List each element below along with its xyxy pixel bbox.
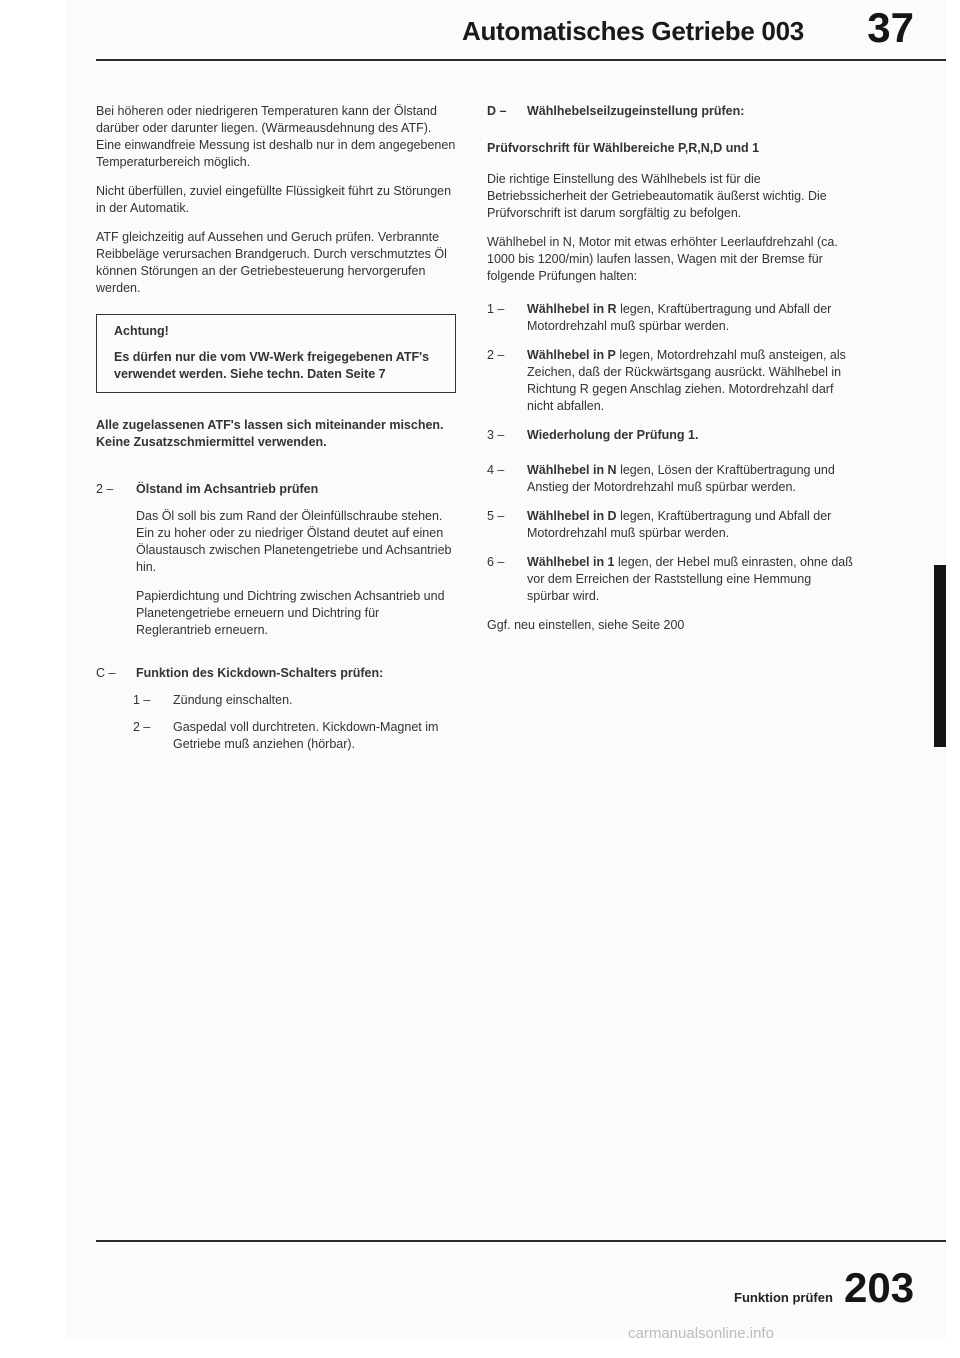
check-number: 5 –	[487, 509, 505, 523]
section-marker-bar	[934, 565, 946, 747]
check-number: 4 –	[487, 463, 505, 477]
step-text: Das Öl soll bis zum Rand der Öleinfüllschraube stehen. Ein zu hoher oder zu niedriger Ölstand deutet auf einen Ölaustausch zwischen Planetengetriebe und Achsantrieb hin.	[136, 509, 452, 574]
chapter-title: Automatisches Getriebe 003	[462, 16, 804, 46]
check-bold: Wählhebel in 1	[527, 555, 615, 569]
step-kickdown	[96, 665, 456, 682]
check-text: legen, Kraftübertragung und Abfall der Motordrehzahl muß spürbar werden.	[527, 509, 832, 540]
check-bold: Wählhebel in N	[527, 463, 617, 477]
procedure-subtitle: Prüfvorschrift für Wählbereiche P,R,N,D und 1	[487, 141, 760, 155]
step-text: Papierdichtung und Dichtring zwischen Achsantrieb und Planetengetriebe erneuern und Dichtring für Reglerantrieb erneuern.	[136, 589, 445, 637]
check-item	[487, 347, 857, 415]
check-text: legen, der Hebel muß einrasten, ohne daß vor dem Erreichen der Raststellung eine Hemmung spürbar wird.	[527, 555, 853, 603]
section-number: 37	[867, 4, 914, 51]
check-item	[487, 427, 857, 444]
check-number: 6 –	[487, 555, 505, 569]
check-item	[487, 508, 857, 542]
paragraph-readjust: Ggf. neu einstellen, siehe Seite 200	[487, 618, 685, 632]
warning-text: Es dürfen nur die vom VW-Werk freigegebenen ATF's verwendet werden. Siehe techn. Daten Seite 7	[114, 350, 430, 381]
check-text: legen, Motordrehzahl muß ansteigen, als Zeichen, daß der Rückwärtsgang ausrückt. Wählhebel in Richtung R gegen Anschlag ziehen. Motordrehzahl darf nicht abfallen.	[527, 348, 846, 413]
paragraph-atf-mixing: Alle zugelassenen ATF's lassen sich miteinander mischen. Keine Zusatzschmiermittel verwenden.	[96, 418, 444, 449]
substep-text: Gaspedal voll durchtreten. Kickdown-Magnet im Getriebe muß anziehen (hörbar).	[173, 720, 439, 751]
left-column	[96, 103, 456, 763]
check-number: 1 –	[487, 302, 505, 316]
check-item	[487, 301, 857, 335]
step-title: Funktion des Kickdown-Schalters prüfen:	[136, 666, 384, 680]
warning-title: Achtung!	[114, 324, 169, 338]
right-column	[487, 103, 857, 646]
paragraph-overfill: Nicht überfüllen, zuviel eingefüllte Flüssigkeit führt zu Störungen in der Automatik.	[96, 184, 452, 215]
check-bold: Wählhebel in R	[527, 302, 617, 316]
paragraph-temperature: Bei höheren oder niedrigeren Temperaturen kann der Ölstand darüber oder darunter liegen. (Wärmeausdehnung des ATF). Eine einwandfreie Messung ist deshalb nur in dem angegebenen Temperaturbereich möglich.	[96, 104, 456, 169]
check-text: legen, Lösen der Kraftübertragung und Anstieg der Motordrehzahl muß spürbar werden.	[527, 463, 835, 494]
step-title: Ölstand im Achsantrieb prüfen	[136, 482, 319, 496]
substep-number: 1 –	[133, 693, 151, 707]
header-rule	[96, 59, 946, 61]
check-text: legen, Kraftübertragung und Abfall der Motordrehzahl muß spürbar werden.	[527, 302, 832, 333]
check-number: 3 –	[487, 428, 505, 442]
substep-number: 2 –	[133, 720, 151, 734]
warning-box	[96, 314, 456, 393]
footer-rule	[96, 1240, 946, 1242]
step-oil-level-axle	[96, 481, 456, 498]
section-letter: D –	[487, 104, 507, 118]
page-number: 203	[844, 1264, 915, 1311]
substep-ignition	[133, 692, 456, 709]
step-number: 2 –	[96, 482, 114, 496]
page-header	[462, 4, 922, 52]
paragraph-atf-check: ATF gleichzeitig auf Aussehen und Geruch prüfen. Verbrannte Reibbeläge verursachen Brandgeruch. Durch verschmutztes Öl können Störungen an der Getriebesteuerung hervorgerufen werden.	[96, 230, 447, 295]
step-number: C –	[96, 666, 116, 680]
check-bold: Wiederholung der Prüfung 1.	[527, 428, 699, 442]
substep-throttle	[133, 719, 456, 753]
check-bold: Wählhebel in P	[527, 348, 616, 362]
paragraph-importance: Die richtige Einstellung des Wählhebels ist für die Betriebssicherheit der Getriebeautomatik äußerst wichtig. Die Prüfvorschrift ist darum sorgfältig zu befolgen.	[487, 172, 827, 220]
check-item	[487, 554, 857, 605]
footer-label: Funktion prüfen	[734, 1290, 833, 1305]
section-title: Wählhebelseilzugeinstellung prüfen:	[527, 104, 745, 118]
watermark: carmanualsonline.info	[628, 1325, 774, 1342]
paragraph-setup: Wählhebel in N, Motor mit etwas erhöhter Leerlaufdrehzahl (ca. 1000 bis 1200/min) laufen lassen, Wagen mit der Bremse für folgende Prüfungen halten:	[487, 235, 838, 283]
substep-text: Zündung einschalten.	[173, 693, 293, 707]
check-bold: Wählhebel in D	[527, 509, 617, 523]
check-number: 2 –	[487, 348, 505, 362]
check-item	[487, 462, 857, 496]
section-d-heading	[487, 103, 857, 120]
